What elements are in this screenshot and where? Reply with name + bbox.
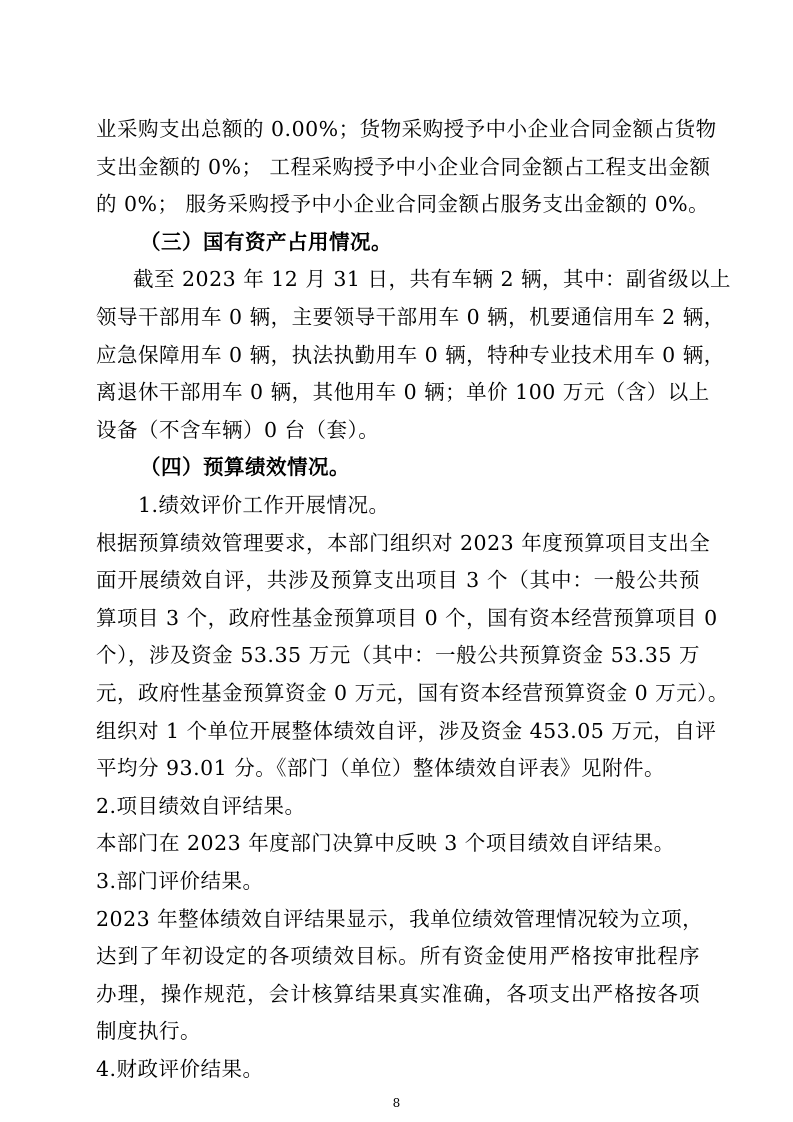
body-line: 办理，操作规范，会计核算结果真实准确，各项支出严格按各项 <box>96 981 700 1006</box>
subheading: 4.财政评价结果。 <box>96 1057 264 1081</box>
section-heading-performance: （四）预算绩效情况。 <box>140 455 350 480</box>
body-line: 应急保障用车 0 辆，执法执勤用车 0 辆，特种专业技术用车 0 辆， <box>96 342 725 367</box>
body-line: 本部门在 2023 年度部门决算中反映 3 个项目绩效自评结果。 <box>96 831 675 856</box>
body-line: 根据预算绩效管理要求，本部门组织对 2023 年度预算项目支出全 <box>96 530 711 555</box>
subheading: 2.项目绩效自评结果。 <box>96 793 306 818</box>
body-line: 个），涉及资金 53.35 万元（其中：一般公共预算资金 53.35 万 <box>96 643 700 668</box>
body-line: 2023 年整体绩效自评结果显示，我单位绩效管理情况较为立项， <box>96 906 704 931</box>
body-line: 支出金额的 0%； 工程采购授予中小企业合同金额占工程支出金额 <box>96 154 711 179</box>
body-line: 达到了年初设定的各项绩效目标。所有资金使用严格按审批程序 <box>96 944 700 969</box>
body-line: 平均分 93.01 分。《部门（单位）整体绩效自评表》见附件。 <box>96 756 665 781</box>
subheading: 1.绩效评价工作开展情况。 <box>138 493 390 517</box>
page-number: 8 <box>392 1095 401 1110</box>
body-line: 领导干部用车 0 辆，主要领导干部用车 0 辆，机要通信用车 2 辆， <box>96 305 725 329</box>
body-line: 的 0%； 服务采购授予中小企业合同金额占服务支出金额的 0%。 <box>96 192 710 217</box>
document-page <box>96 0 732 1122</box>
body-line: 组织对 1 个单位开展整体绩效自评，涉及资金 453.05 万元，自评 <box>96 718 717 743</box>
body-line: 业采购支出总额的 0.00%；货物采购授予中小企业合同金额占货物 <box>96 117 717 141</box>
body-line: 制度执行。 <box>96 1019 201 1044</box>
body-line: 设备（不含车辆）0 台（套）。 <box>96 417 380 442</box>
subheading: 3.部门评价结果。 <box>96 869 264 893</box>
body-line: 离退休干部用车 0 辆，其他用车 0 辆；单价 100 万元（含）以上 <box>96 380 710 405</box>
body-line: 算项目 3 个，政府性基金预算项目 0 个，国有资本经营预算项目 0 <box>96 605 718 630</box>
section-heading-assets: （三）国有资产占用情况。 <box>140 229 392 254</box>
body-line: 截至 2023 年 12 月 31 日，共有车辆 2 辆，其中：副省级以上 <box>133 267 732 292</box>
body-line: 元，政府性基金预算资金 0 万元，国有资本经营预算资金 0 万元）。 <box>96 681 729 705</box>
body-line: 面开展绩效自评，共涉及预算支出项目 3 个（其中：一般公共预 <box>96 568 700 593</box>
